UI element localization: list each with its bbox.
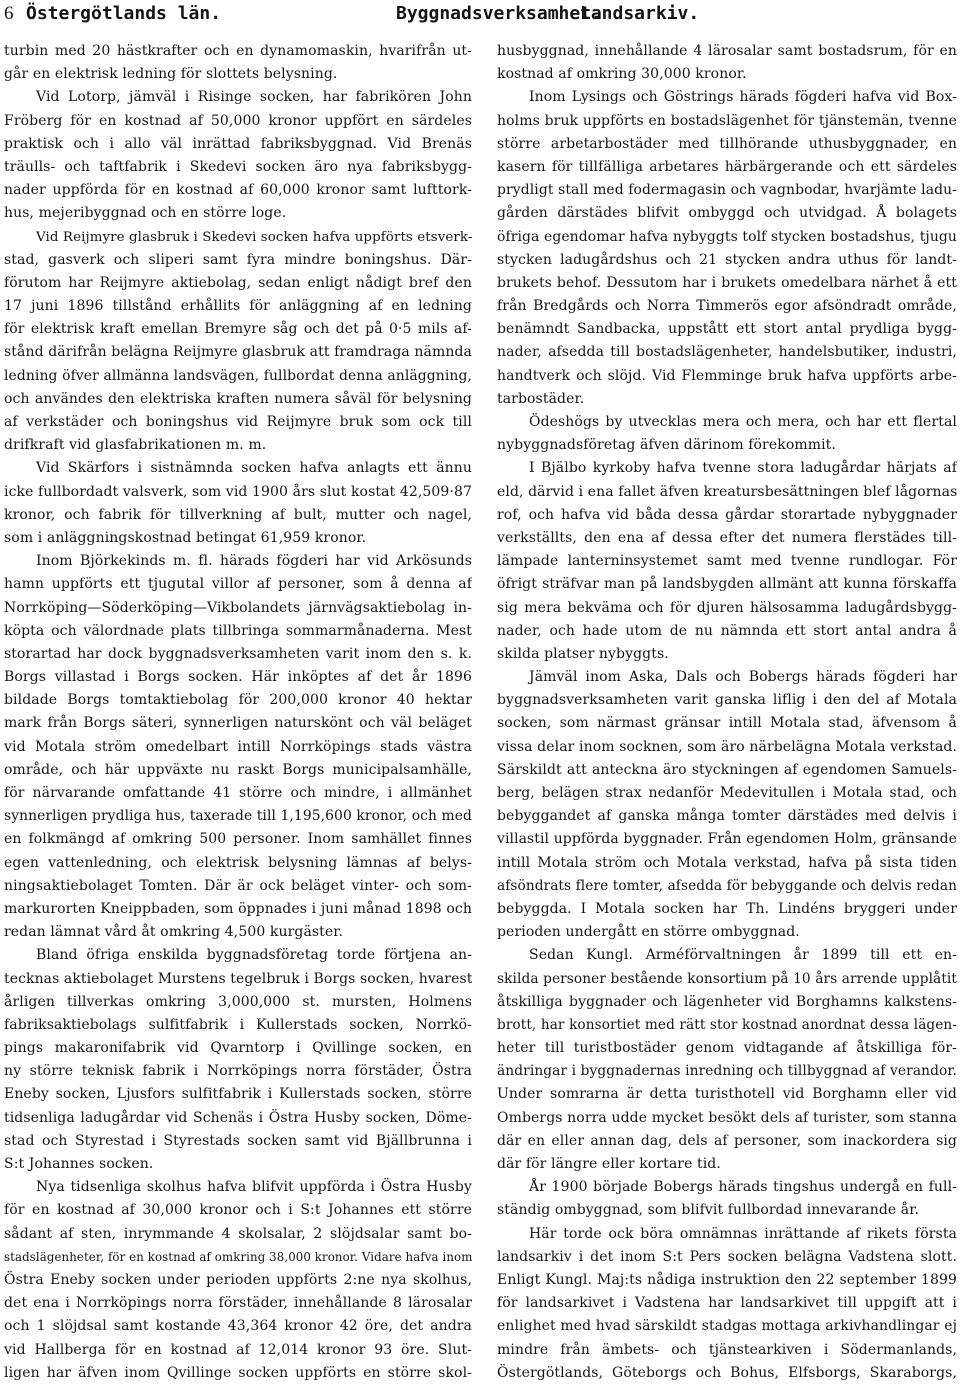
text-line: ny större teknisk fabrik i Norrköpings norra förstäder, Östra [4,1063,472,1080]
text-line: Ombergs norra udde mycket besökt dels af turister, som stanna [497,1109,957,1126]
running-title: Östergötlands län. [26,3,222,24]
text-line: Eneby socken, Ljusfors sulfitfabrik i Kullerstads socken, större [4,1086,472,1103]
text-line: socken, som närmast gränsar intill Motala stad, äfvensom å [497,715,957,732]
text-line: öfriga egendomar hafva nybyggts tolf stycken bostadshus, tjugu [497,228,957,245]
text-line: område, och här uppväxte nu raskt Borgs municipalsamhälle, [4,761,472,778]
text-line: bebyggandet af ganska många tomter därstädes med delvis i [497,808,957,825]
text-line: vid Hallberga för en kostnad af 12,014 kronor 93 öre. Slut- [4,1341,472,1358]
text-line: 17 juni 1896 tillstånd erhållits för anläggning af en ledning [4,298,472,315]
text-line: prydligt stall med fodermagasin och vagnbodar, hvarjämte ladu- [497,182,957,199]
text-line: tecknas aktiebolaget Murstens tegelbruk i Borgs socken, hvarest [4,970,472,987]
text-line: markurorten Kneippbaden, som öppnades i juni månad 1898 och [4,900,472,917]
text-line: åtskilliga byggnader och lägenheter vid Borghamns kalkstens- [497,993,957,1010]
text-line: Borgs villastad i Borgs socken. Här inköptes af det år 1896 [4,669,472,686]
section-title: Byggnadsverksamhet. [396,3,602,24]
text-line: vissa delar inom socknen, som äro närbelägna Motala verkstad. [497,738,957,755]
right-text-column [497,40,957,1385]
text-line: kronor, och fabrik för tillverkning af bult, mutter och nagel, [4,506,472,523]
text-line: egen vattenledning, och elektrisk belysning lämnas af belys- [4,854,472,871]
text-line: handtverk och slöjd. Vid Flemminge bruk hafva uppförts arbe- [497,367,957,384]
text-line: skilda platser nybyggts. [497,645,669,662]
text-line: icke fullbordadt valsverk, som vid 1900 års slut kostat 42,509·87 [4,483,472,500]
text-line: landsarkiv i det inom S:t Pers socken belägna Vadstena slott. [497,1248,957,1265]
text-line: Vid Skärfors i sistnämnda socken hafva anlagts ett ännu [36,460,472,477]
text-line: Särskildt att anteckna äro styckningen af egendomen Samuels- [497,761,957,778]
text-line: Inom Lysings och Göstrings härads fögderi hafva vid Box- [529,89,957,106]
text-line: af verkstäder och boningshus vid Reijmyre bruk som ock till [4,414,472,430]
text-line: stadslägenheter, för en kostnad af omkring 38,000 kronor. Vidare hafva inom [4,1249,472,1264]
text-line: för närvarande omfattande 41 större och mindre, i allmänhet [4,785,472,801]
text-line: stycken ladugårdshus och 21 stycken andra uthus för landt- [497,251,957,268]
text-line: lämpade lanterninsystemet samt med tvenne rundlogar. För [497,553,957,570]
text-line: en folkmängd af omkring 500 personer. Inom samhället finnes [4,831,472,848]
text-line: kostnad af omkring 30,000 kronor. [497,66,747,83]
text-line: ledning öfver allmänna landsvägen, fullbordat denna anläggning, [4,367,472,384]
text-line: Under somrarna är detta turisthotell vid Borghamn eller vid [497,1086,957,1103]
text-line: Här torde ock böra omnämnas inrättande af rikets första [529,1225,957,1242]
subsection-title: Landsarkiv. [580,3,700,24]
text-line: perioden undergått en större ombyggnad. [497,924,800,941]
text-line: nader, och hade utom de nu nämnda ett stort antal andra å [497,622,957,639]
text-line: och användes den elektriska kraften numera såväl för belysning [4,390,472,407]
text-line: Ödeshögs by utvecklas mera och mera, och har ett flertal [529,414,957,430]
left-text-column [4,40,472,1385]
text-line: heter till turistbostäder genom vidtagande af åtskilliga för- [497,1040,957,1057]
text-line: Inom Björkekinds m. fl. härads fögderi har vid Arkösunds [36,553,472,570]
text-line: bebyggda. I Motala socken har Th. Lindéns bryggeri under [497,900,957,917]
text-line: tidsenliga ladugårdar vid Schenäs i Östra Husby socken, Döme- [4,1109,472,1126]
text-line: som i anläggningskostnad betingat 61,959 kronor. [4,529,367,546]
text-line: redan lämnat vård åt omkring 4,500 kurgäster. [4,924,344,941]
text-line: pings makaronifabrik vid Qvarntorp i Qvillinge socken, en [4,1040,472,1057]
text-line: förutom har Reijmyre aktiebolag, sedan enligt nådigt bref den [4,274,472,291]
text-line: Vid Reijmyre glasbruk i Skedevi socken hafva uppförts etsverk- [36,229,472,245]
text-line: nybyggnadsföretag äfven därinom förekommit. [497,437,836,454]
text-line: från Bredgårds och Norra Timmerös egor afsöndradt område, [497,298,957,315]
text-line: benämndt Sandbacka, uppstått ett stort antal prydliga bygg- [497,321,957,338]
text-line: verkställts, den ena af dessa efter det numera flerstädes till- [497,529,957,546]
text-line: ständig ombyggnad, som blifvit fullbordad innevarande år. [497,1202,920,1219]
text-line: det ena i Norrköpings norra förstäder, innehållande 8 lärosalar [4,1295,472,1312]
text-line: nader, afsedda till bostadslägenheter, handelsbutiker, industri, [497,344,957,361]
text-line: storartad har dock byggnadsverksamheten varit inom den s. k. [4,645,472,662]
text-line: stad, gasverk och sliperi samt fyra mindre boningshus. Där- [4,251,472,268]
text-line: S:t Johannes socken. [4,1156,154,1172]
text-line: År 1900 började Bobergs härads tingshus undergå en full- [529,1179,957,1196]
text-line: hus, mejeribyggnad och en större loge. [4,205,287,222]
text-line: stånd därifrån belägna Reijmyre glasbruk att framdraga nämnda [4,344,472,361]
text-line: sig mera bekväma och för djuren hälsosamma ladugårdsbygg- [497,599,957,616]
text-line: bildade Borgs tomtaktiebolag för 200,000 kronor 40 hektar [4,692,472,709]
text-line: brukets behof. Dessutom har i brukets omedelbara närhet å ett [497,274,957,291]
text-line: där en eller annan dag, dels af personer, som inackordera sig [497,1132,957,1149]
text-line: årligen tillverkas omkring 3,000,000 st. mursten, Holmens [4,993,472,1010]
page-header [4,3,954,29]
text-line: mindre från ämbets- och tjänstearkiven i Södermanlands, [497,1341,957,1358]
text-line: hamn uppförts ett tjugutal villor af personer, som å denna af [4,576,472,593]
text-line: berg, belägen strax nedanför Medevitullen i Motala stad, och [497,785,957,801]
text-line: Vid Lotorp, jämväl i Risinge socken, har fabrikören John [36,89,472,106]
text-line: afsöndrats flere tomter, afsedda för bebyggande och delvis redan [497,877,957,894]
text-line: mark från Borgs säteri, synnerligen naturskönt och väl beläget [4,715,472,732]
text-line: ligen har äfven inom Qvillinge socken uppförts en större skol- [4,1364,472,1381]
text-line: kasern för tillfälliga arbetares härbärgerande och ett särdeles [497,158,957,175]
text-line: Fröberg för en kostnad af 50,000 kronor uppfört en särdeles [4,112,472,129]
text-line: turbin med 20 hästkrafter och en dynamomaskin, hvarifrån ut- [4,43,472,59]
text-line: för landsarkivet i Vadstena har landsarkivet till uppgift att i [497,1295,957,1312]
text-line: nader uppförda för en kostnad af 60,000 kronor samt lufttork- [4,182,472,199]
text-line: intill Motala ström och Motala verkstad, hafva på sista tiden [497,854,957,871]
text-line: där för längre eller kortare tid. [497,1156,721,1172]
text-line: Nya tidsenliga skolhus hafva blifvit uppförda i Östra Husby [36,1179,472,1196]
text-line: eld, därvid i ena fallet äfven kreatursbesättningen blef lågornas [497,483,957,500]
text-line: synnerligen prydliga hus, taxerade till 1,195,600 kronor, och med [4,808,472,825]
text-line: sådant af sten, inrymmande 4 skolsalar, 2 slöjdsalar samt bo- [4,1225,472,1242]
text-line: gården därstädes blifvit ombyggd och utvidgad. Å bolagets [497,205,957,222]
text-line: Sedan Kungl. Arméförvaltningen år 1899 till ett en- [529,947,957,964]
text-line: vid Motala ström omedelbart intill Norrköpings stads västra [4,738,472,755]
text-line: skilda personer bestående konsortium på 10 års arrende upplåtit [497,970,957,987]
text-line: husbyggnad, innehållande 4 lärosalar samt bostadsrum, för en [497,43,957,59]
text-line: Jämväl inom Aska, Dals och Bobergs härads fögderi har [529,669,957,686]
page-number: 6 [4,3,14,24]
text-line: tarbostäder. [497,390,585,407]
text-line: drifkraft vid glasfabrikationen m. m. [4,437,267,454]
text-line: köpta och välordnade plats tillbringa sommarmånaderna. Mest [4,622,472,639]
text-line: byggnadsverksamheten varit ganska liflig i den del af Motala [497,692,957,709]
text-line: öfrigt sträfvar man på landsbygden allmänt att kunna förskaffa [497,576,957,593]
text-line: större arbetarbostäder med tillhörande uthusbyggnader, en [497,135,957,152]
text-line: enlighet med hvad särskildt stadgas mottaga arkivhandlingar ej [497,1318,957,1335]
text-line: Östergötlands, Göteborgs och Bohus, Elfsborgs, Skaraborgs, [497,1364,957,1381]
text-line: Norrköping—Söderköping—Vikbolandets järnvägsaktiebolag in- [4,599,472,616]
text-line: ningsaktiebolaget Tomten. Där är ock beläget vinter- och som- [4,877,472,894]
text-line: Östra Eneby socken under perioden uppförts 2:ne nya skolhus, [4,1271,472,1288]
text-line: för elektrisk kraft emellan Bremyre såg och det på 0·5 mils af- [4,321,472,338]
text-line: holms bruk uppförts en bostadslägenhet för tjänstemän, tvenne [497,112,957,129]
text-line: brott, har konsortiet med rätt stor kostnad anordnat dessa lägen- [497,1016,957,1033]
text-line: går en elektrisk ledning för slottets belysning. [4,66,338,83]
text-line: fabriksaktiebolags sulfitfabrik i Kullerstads socken, Norrkö- [4,1016,472,1033]
text-line: stad och Styrestad i Styrestads socken samt vid Bjällbrunna i [4,1132,472,1149]
text-line: rof, och hafva vid båda dessa gårdar storartade nybyggnader [497,506,957,523]
text-line: praktisk och i allo väl inrättad fabriksbyggnad. Vid Brenäs [4,135,472,152]
text-line: villastil uppförda byggnader. Från egendomen Holm, gränsande [497,831,957,848]
text-line: ändringar i byggnadernas inredning och tillbyggnad af verandor. [497,1063,957,1080]
text-line: Enligt Kungl. Maj:ts nådiga instruktion den 22 september 1899 [497,1271,957,1288]
text-line: träulls- och taftfabrik i Skedevi socken äro nya fabriksbygg- [4,158,472,175]
text-line: för en kostnad af 30,000 kronor och i S:t Johannes ett större [4,1202,472,1219]
text-line: Bland öfriga enskilda byggnadsföretag torde förtjena an- [36,947,472,964]
text-line: och 1 slöjdsal samt kostande 43,364 kronor 42 öre, det andra [4,1318,472,1335]
text-line: I Bjälbo kyrkoby hafva tvenne stora ladugårdar härjats af [529,460,957,477]
